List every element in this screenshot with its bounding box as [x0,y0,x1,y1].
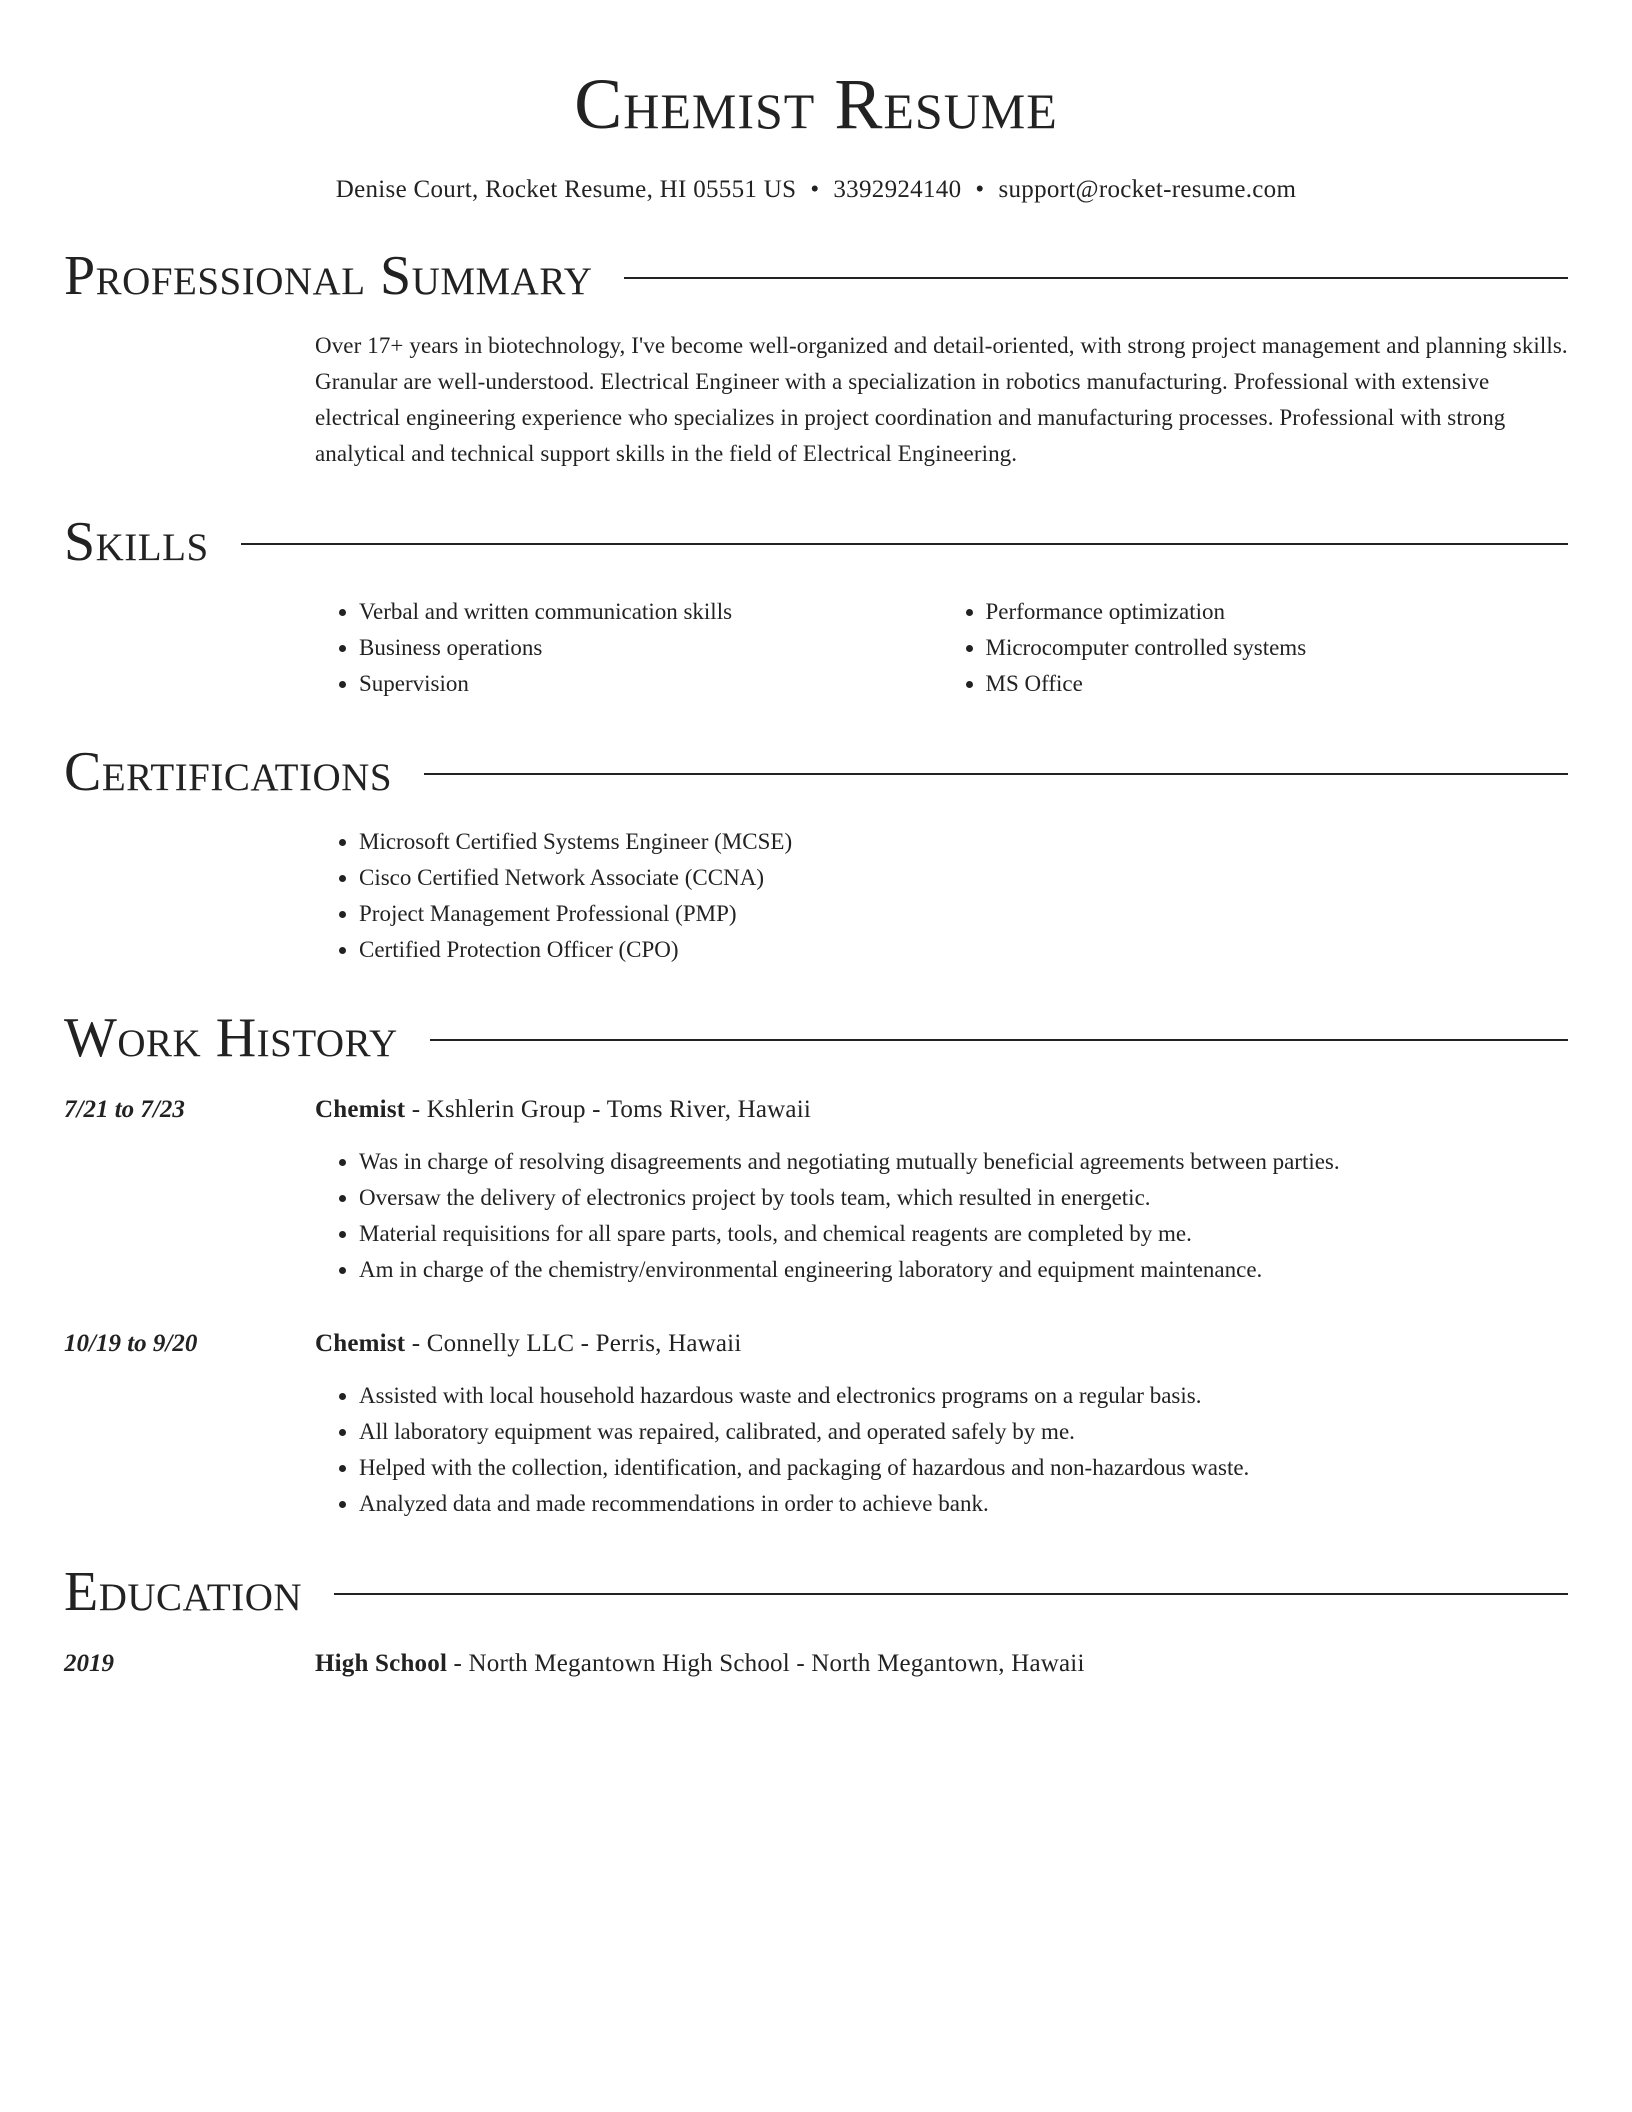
work-bullet: • Was in charge of resolving disagreements and negotiating mutually beneficial agreements between parties. [359,1144,1568,1180]
section-divider [424,773,1568,775]
skill-item: • MS Office [986,666,1569,702]
section-divider [430,1039,1568,1041]
section-certifications-title: Certifications [64,741,393,803]
work-role: Chemist [315,1330,406,1357]
work-bullet: • Material requisitions for all spare parts, tools, and chemical reagents are completed by me. [359,1216,1568,1252]
education-title-line [315,1646,1568,1682]
work-entry [64,1326,1568,1522]
work-company: - Kshlerin Group - Toms River, Hawaii [405,1096,811,1123]
section-education-title: Education [64,1561,303,1623]
section-work-title: Work History [64,1007,398,1069]
contact-address: Denise Court, Rocket Resume, HI 05551 US [335,176,797,203]
work-bullet: • Oversaw the delivery of electronics project by tools team, which resulted in energetic. [359,1180,1568,1216]
certification-item: • Certified Protection Officer (CPO) [359,932,1568,968]
section-divider [334,1593,1568,1595]
certification-item: • Cisco Certified Network Associate (CCNA) [359,860,1568,896]
skill-item: • Verbal and written communication skills [359,594,942,630]
section-divider [241,543,1568,545]
resume-title: Chemist Resume [574,64,1058,144]
work-bullet: • Analyzed data and made recommendations in order to achieve bank. [359,1486,1568,1522]
section-skills-header [64,510,1568,574]
work-bullets [315,1144,1568,1288]
contact-email: support@rocket-resume.com [998,176,1297,203]
section-skills-title: Skills [64,511,209,573]
work-company: - Connelly LLC - Perris, Hawaii [405,1330,742,1357]
skill-item: • Supervision [359,666,942,702]
contact-line [64,174,1568,206]
work-title-line [315,1326,1568,1362]
section-summary-header [64,244,1568,308]
certifications-list [315,824,1568,968]
skills-list [315,594,1568,702]
section-summary-title: Professional Summary [64,245,593,307]
work-role: Chemist [315,1096,406,1123]
education-year: 2019 [64,1650,114,1677]
skills-column-left [315,594,942,702]
work-title-line [315,1092,1568,1128]
section-certifications-header [64,740,1568,804]
resume-page [64,0,1568,1682]
section-education-header [64,1560,1568,1624]
section-divider [624,277,1568,279]
certification-item: • Project Management Professional (PMP) [359,896,1568,932]
work-entry [64,1092,1568,1288]
contact-separator: • [975,176,985,203]
education-degree: High School [315,1650,448,1677]
work-dates: 10/19 to 9/20 [64,1330,198,1357]
work-dates: 7/21 to 7/23 [64,1096,185,1123]
education-entry [64,1646,1568,1682]
skills-column-right [942,594,1569,702]
skill-item: • Business operations [359,630,942,666]
work-bullets [315,1378,1568,1522]
summary-text: Over 17+ years in biotechnology, I've become well-organized and detail-oriented, with strong project management and planning skills. Granular are well-understood. Electrical Engineer with a specialization in robotics manufacturing. Professional with extensive electrical engineering experience who specializes in project coordination and manufacturing processes. Professional with strong analytical and technical support skills in the field of Electrical Engineering. [315,333,1568,466]
work-bullet: • Assisted with local household hazardous waste and electronics programs on a regular basis. [359,1378,1568,1414]
contact-separator: • [810,176,820,203]
work-bullet: • Helped with the collection, identification, and packaging of hazardous and non-hazardous waste. [359,1450,1568,1486]
certification-item: • Microsoft Certified Systems Engineer (MCSE) [359,824,1568,860]
work-bullet: • All laboratory equipment was repaired, calibrated, and operated safely by me. [359,1414,1568,1450]
education-school: - North Megantown High School - North Megantown, Hawaii [447,1650,1085,1677]
skill-item: • Microcomputer controlled systems [986,630,1569,666]
skill-item: • Performance optimization [986,594,1569,630]
work-bullet: • Am in charge of the chemistry/environmental engineering laboratory and equipment maintenance. [359,1252,1568,1288]
contact-phone: 3392924140 [833,176,962,203]
section-work-header [64,1006,1568,1070]
